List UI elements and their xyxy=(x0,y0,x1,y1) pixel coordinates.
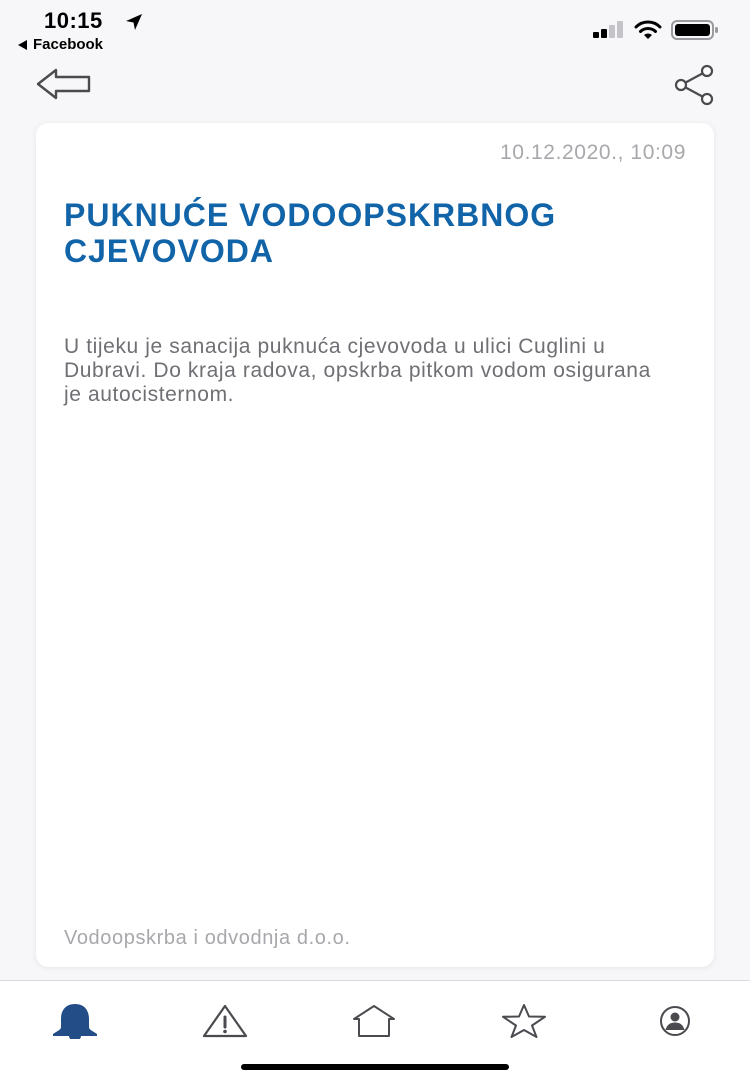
article-date: 10.12.2020., 10:09 xyxy=(500,141,686,164)
home-icon xyxy=(351,1004,397,1038)
tab-favorites[interactable] xyxy=(494,991,554,1051)
article-source: Vodoopskrba i odvodnja d.o.o. xyxy=(64,927,351,949)
back-button[interactable] xyxy=(34,66,94,102)
back-triangle-icon xyxy=(18,40,27,50)
share-icon xyxy=(672,64,716,106)
profile-icon xyxy=(651,1005,699,1037)
article-title: PUKNUĆE VODOOPSKRBNOG CJEVOVODA xyxy=(64,197,557,269)
cellular-signal-icon xyxy=(593,21,625,39)
tab-notifications[interactable] xyxy=(45,991,105,1051)
warning-icon xyxy=(201,1003,249,1039)
location-arrow-icon xyxy=(124,12,144,32)
battery-icon xyxy=(671,19,719,41)
home-indicator xyxy=(241,1064,509,1070)
back-to-app-link[interactable] xyxy=(18,36,103,53)
tab-alerts[interactable] xyxy=(195,991,255,1051)
article-body: U tijeku je sanacija puknuća cjevovoda u ulici Cuglini u Dubravi. Do kraja radova, opskrba pitkom vodom osigurana je autocisternom. xyxy=(64,335,651,406)
status-bar xyxy=(0,0,750,60)
back-app-label: Facebook xyxy=(33,36,104,53)
back-arrow-icon xyxy=(34,66,94,102)
share-button[interactable] xyxy=(672,64,716,106)
star-icon xyxy=(500,1003,548,1039)
article-card xyxy=(36,123,714,967)
status-time: 10:15 xyxy=(44,8,103,33)
bell-icon xyxy=(52,1003,98,1039)
wifi-icon xyxy=(633,19,663,41)
tab-home[interactable] xyxy=(344,991,404,1051)
tab-profile[interactable] xyxy=(645,991,705,1051)
